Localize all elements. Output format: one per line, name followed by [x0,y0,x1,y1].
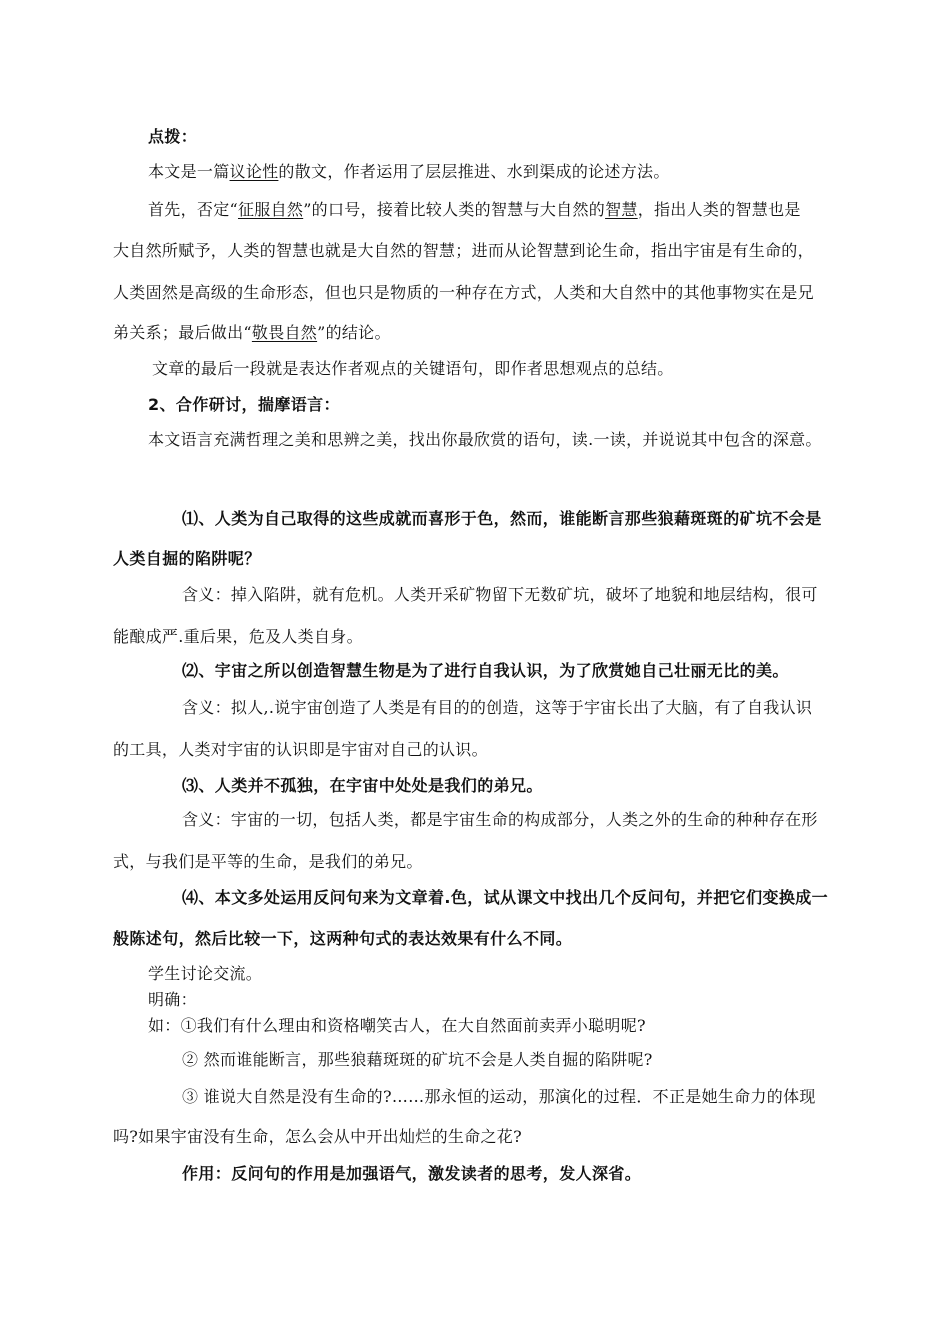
example-3-line-2: 吗?如果宇宙没有生命，怎么会从中开出灿烂的生命之花? [113,1127,522,1146]
analysis-line-2: 大自然所赋予，人类的智慧也就是大自然的智慧；进而从论智慧到论生命，指出宇宙是有生命的， [113,241,814,260]
analysis-text: 弟关系；最后做出“ [113,323,252,342]
example-2: ② 然而谁能断言，那些狼藉斑斑的矿坑不会是人类自掘的陷阱呢? [182,1050,653,1069]
analysis-line-3: 人类固然是高级的生命形态，但也只是物质的一种存在方式，人类和大自然中的其他事物实在是兄 [113,283,814,302]
answer-2-line-1: 含义：拟人,.说宇宙创造了人类是有目的的创造，这等于宇宙长出了大脑，有了自我认识 [182,698,813,717]
question-3: ⑶、人类并不孤独，在宇宙中处处是我们的弟兄。 [182,776,543,795]
analysis-text: 首先，否定“ [148,200,238,219]
analysis-line-1 [148,200,801,220]
analysis-text: ，指出人类的智慧也是 [637,200,801,219]
analysis-text: ”的结论。 [317,323,391,342]
question-4-line-1: ⑷、本文多处运用反问句来为文章着.色，试从课文中找出几个反问句，并把它们变换成一 [182,888,829,907]
answer-3-line-1: 含义：宇宙的一切，包括人类，都是宇宙生命的构成部分，人类之外的生命的种种存在形 [182,810,818,829]
conclusion: 作用：反问句的作用是加强语气，激发读者的思考，发人深省。 [182,1164,642,1183]
section-2-intro: 本文语言充满哲理之美和思辨之美，找出你最欣赏的语句，读.一读，并说说其中包含的深意。 [148,430,822,449]
term-wisdom: 智慧 [605,200,638,219]
heading-dianbo: 点拨： [148,127,198,146]
example-3-line-1: ③ 谁说大自然是没有生命的?……那永恒的运动，那演化的过程．不正是她生命力的体现 [182,1087,816,1106]
intro-suffix: 的散文，作者运用了层层推进、水到渠成的论述方法。 [278,162,670,181]
answer-1-line-1: 含义：掉入陷阱，就有危机。人类开采矿物留下无数矿坑，破坏了地貌和地层结构，很可 [182,585,818,604]
intro-prefix: 本文是一篇 [148,162,230,181]
intro-paragraph [148,162,670,182]
answer-2-line-2: 的工具，人类对宇宙的认识即是宇宙对自己的认识。 [113,740,488,759]
question-2: ⑵、宇宙之所以创造智慧生物是为了进行自我认识，为了欣赏她自己壮丽无比的美。 [182,661,789,680]
term-revere-nature: 敬畏自然 [251,323,318,342]
question-1-line-1: ⑴、人类为自己取得的这些成就而喜形于色，然而，谁能断言那些狼藉斑斑的矿坑不会是 [182,509,822,528]
example-1: 如：①我们有什么理由和资格嘲笑古人，在大自然面前卖弄小聪明呢? [148,1016,646,1035]
section-2-title: 2、合作研讨，揣摩语言： [148,395,340,414]
analysis-text: ”的口号，接着比较人类的智慧与大自然的 [303,200,606,219]
question-1-line-2: 人类自掘的陷阱呢？ [113,549,261,568]
summary-paragraph: 文章的最后一段就是表达作者观点的关键语句，即作者思想观点的总结。 [152,359,674,378]
intro-term-underlined: 议论性 [229,162,279,181]
mingque-label: 明确： [148,990,197,1009]
answer-3-line-2: 式，与我们是平等的生命，是我们的弟兄。 [113,852,423,871]
analysis-line-4 [113,323,391,343]
term-conquer-nature: 征服自然 [237,200,304,219]
answer-1-line-2: 能酿成严.重后果，危及人类自身。 [113,627,363,646]
question-4-line-2: 般陈述句，然后比较一下，这两种句式的表达效果有什么不同。 [113,929,573,948]
discussion-note: 学生讨论交流。 [148,964,263,983]
